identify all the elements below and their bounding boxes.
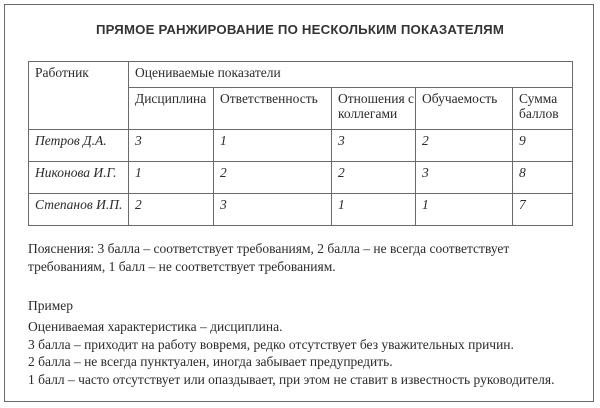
example-line: 3 балла – приходит на работу вовремя, редко отсутствует без уважительных причин. [28,336,514,352]
header-indicators: Оцениваемые показатели [129,62,573,88]
header-responsibility: Ответственность [214,88,332,130]
score-cell: 2 [214,162,332,194]
employee-name: Никонова И.Г. [29,162,129,194]
score-cell: 2 [416,130,513,162]
header-discipline: Дисциплина [129,88,214,130]
score-cell: 3 [332,130,416,162]
table-header-row [29,62,573,88]
score-cell: 3 [416,162,513,194]
score-cell: 3 [129,130,214,162]
example-block [28,318,580,388]
total-cell: 7 [513,194,573,226]
explanation-note: Пояснения: 3 балла – соответствует требованиям, 2 балла – не всегда соответствует требованиям, 1 балл – не соответствует требованиям. [28,241,510,274]
page-title: ПРЯМОЕ РАНЖИРОВАНИЕ ПО НЕСКОЛЬКИМ ПОКАЗАТЕЛЯМ [95,22,505,37]
score-cell: 1 [129,162,214,194]
example-line: 2 балла – не всегда пунктуален, иногда забывает предупредить. [28,354,393,369]
score-cell: 1 [332,194,416,226]
ranking-table [28,61,573,226]
table-row [29,130,573,162]
example-line: Оцениваемая характеристика – дисциплина. [28,319,283,334]
score-cell: 3 [214,194,332,226]
table-row [29,162,573,194]
score-cell: 2 [129,194,214,226]
header-total: Сумма баллов [513,88,573,130]
table-row [29,194,573,226]
header-employee: Работник [29,62,129,130]
total-cell: 8 [513,162,573,194]
header-learnability: Обучаемость [416,88,513,130]
employee-name: Петров Д.А. [29,130,129,162]
example-line: 1 балл – часто отсутствует или опаздывает, при этом не ставит в известность руководителя. [28,371,555,387]
employee-name: Степанов И.П. [29,194,129,226]
score-cell: 2 [332,162,416,194]
total-cell: 9 [513,130,573,162]
score-cell: 1 [214,130,332,162]
score-cell: 1 [416,194,513,226]
header-relations: Отношения с коллегами [332,88,416,130]
example-heading: Пример [28,298,74,313]
